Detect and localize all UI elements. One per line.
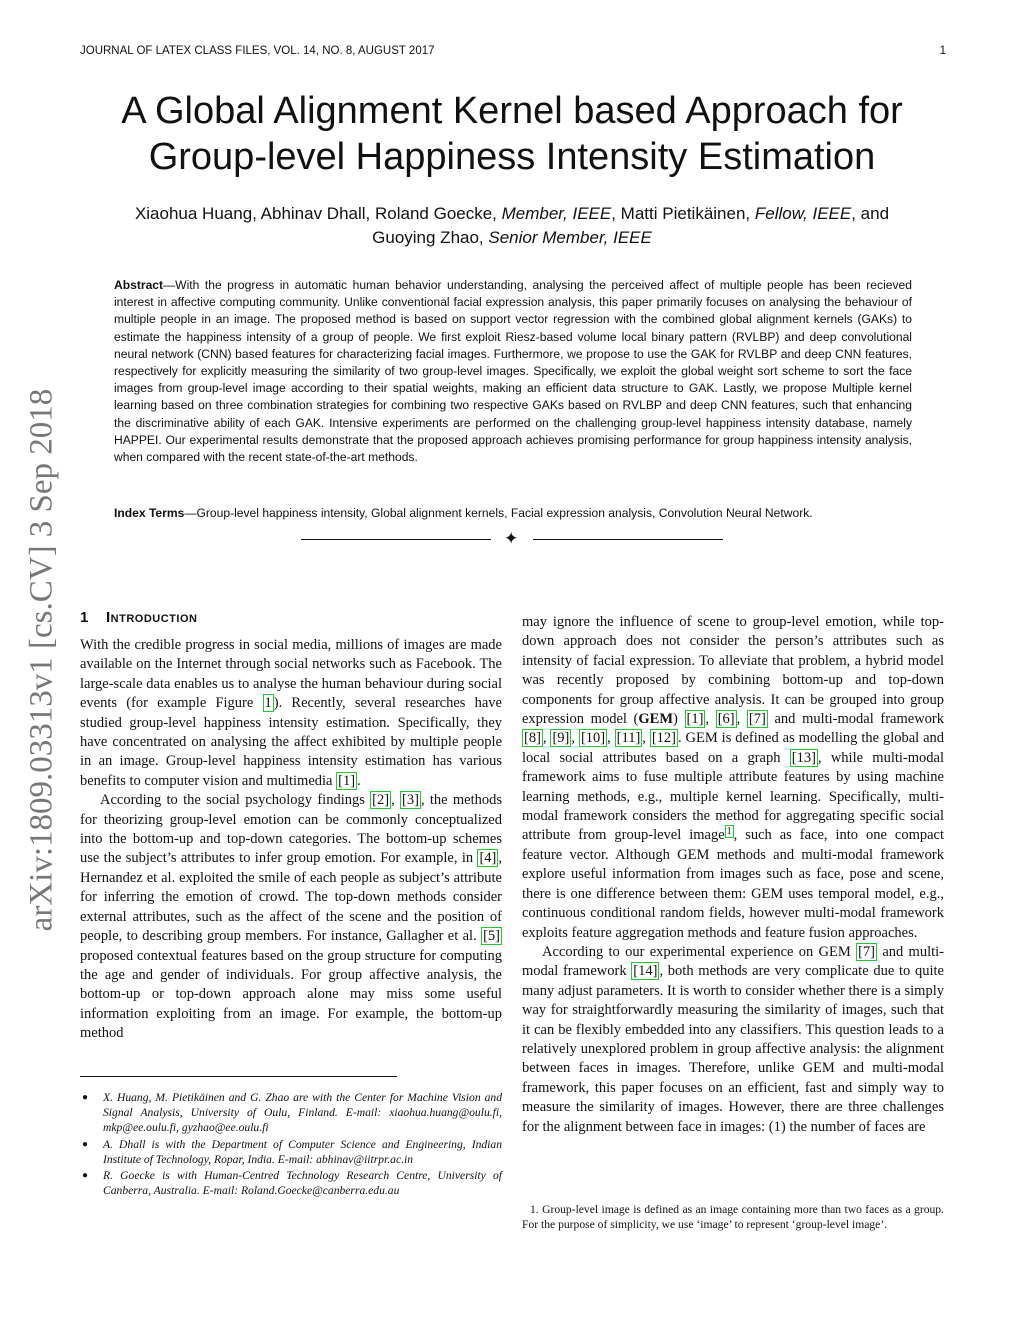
intro-paragraph-1: With the credible progress in social media, millions of images are made available on the Internet through social networks such as Facebook. The large-scale data enables us to analyse the human behaviour during social events (for example Figure 1 ). Recently, several researches have studied group-level happiness intensity estimation. Specifically, they have concentrated on analysing the affect exhibited by multiple people in an image. Group-level happiness intensity estimation has various benefits to computer vision and multimedia [1] .: [80, 637, 502, 789]
intro-paragraph-4: According to our experimental experience on GEM [7] and multi-modal framework [14] , both methods are very complicate due to quite many adjust parameters. It is worth to consider whether there is a simply way for straightforwardly measuring the similarity of images, such that it can be flexibly embedded into any classifiers. This question leads to a relatively unexplored problem in group affective analysis: the alignment between faces in images. Therefore, unlike GEM and multi-modal framework, this paper focuses on an efficient, fast and simply way to measure the similarity of images. However, there are three challenges for the alignment between face in images: (1) the number of faces are: [522, 943, 944, 1135]
divider-ornament-icon: ✦: [504, 529, 519, 548]
citation-link[interactable]: [7]: [858, 943, 876, 960]
citation-link[interactable]: [12]: [651, 730, 676, 747]
arxiv-identifier: arXiv:1809.03313v1 [cs.CV] 3 Sep 2018: [23, 388, 60, 932]
author-affiliations: [80, 1090, 502, 1199]
page-number: 1: [939, 45, 946, 57]
gem-term: GEM: [638, 711, 674, 728]
author-names-3: , and: [851, 204, 890, 223]
abstract: [114, 277, 912, 466]
bullet-icon: ●: [82, 1092, 89, 1103]
section-number: 1: [80, 609, 89, 626]
citation-link[interactable]: [13]: [791, 749, 816, 766]
citation-link[interactable]: [9]: [552, 730, 570, 747]
author-line-2: [60, 226, 964, 250]
author-names-2: , Matti Pietikäinen,: [611, 204, 755, 223]
abstract-text: —With the progress in automatic human behavior understanding, analysing the perceived affect of multiple people has been recieved interest in affective computing community. Unlike conventional facial expression analysis, this paper primarily focuses on analysing the behaviour of multiple people in an image. The proposed method is based on support vector regression with the combined global alignment kernels (GAKs) to estimate the happiness intensity of a group of people. We first exploit Riesz-based volume local binary pattern (RVLBP) and deep convolutional neural network (CNN) based features for characterizing facial images. Furthermore, we propose to use the GAK for RVLBP and deep CNN features, respectively for explicitly measuring the similarity of two group-level images. Specifically, we exploit the global weight sort scheme to sort the face images from group-level image according to their spatial weights, making an efficient data structure to GAK. Lastly, we propose Multiple kernel learning based on three combination strategies for combining two respective GAKs based on RVLBP and deep CNN features, such that enhancing the discriminative ability of each GAK. Intensive experiments are performed on the challenging group-level happiness intensity database, namely HAPPEI. Our experimental results demonstrate that the proposed approach achieves promising performance for group happiness intensity analysis, when compared with the recent state-of-the-art methods.: [114, 278, 912, 465]
running-header: [80, 45, 946, 61]
affiliation-item: ● X. Huang, M. Pietikäinen and G. Zhao are with the Center for Machine Vision and Signal Analysis, University of Oulu, Finland. E-mail: xiaohua.huang@oulu.fi, mkp@ee.oulu.fi, gyzhao@ee.oulu.fi: [82, 1091, 502, 1135]
author-role-3: Senior Member, IEEE: [488, 228, 652, 247]
citation-link[interactable]: [11]: [616, 730, 641, 747]
footnote-rule: [80, 1076, 397, 1077]
index-terms-label: Index Terms: [114, 506, 185, 520]
citation-link[interactable]: [3]: [402, 792, 419, 809]
intro-paragraph-3: may ignore the influence of scene to group-level emotion, while top-down approach does not consider the person’s attributes such as intensity of facial expression. To alleviate that problem, a hybrid model was recently proposed by combining bottom-up and top-down components for group affective analysis. It can be grouped into group expression model (GEM) [1] , [6] , [7] and multi-modal framework [8] , [9] , [10] , [11] , [12] . GEM is defined as modelling the global and local social attributes based on a graph [13] , while multi-modal framework aims to fuse multiple attribute features by using machine learning methods, e.g., multiple kernel learning. Specifically, multi-modal framework considers the method for aggregating specific social attribute from group-level image $^1$ , such as face, into one compact feature vector. Although GEM methods and multi-modal framework explore useful information from images such as face, pose and scene, there is one difference between them: GEM uses temporal model, e.g., continuous conditional random fields, however multi-modal framework exploits feature aggregation methods and feature fusion approaches.: [522, 614, 945, 941]
citation-link[interactable]: [1]: [338, 772, 356, 789]
citation-link[interactable]: [6]: [717, 711, 735, 728]
footnote-marker-link[interactable]: 1: [726, 825, 732, 837]
figure-reference-link[interactable]: 1: [264, 695, 272, 712]
section-heading: [80, 608, 502, 628]
author-role-1: Member, IEEE: [501, 204, 612, 223]
left-column: [80, 608, 502, 1044]
affiliation-item: ● R. Goecke is with Human-Centred Technology Research Centre, University of Canberra, Australia. E-mail: Roland.Goecke@canberra.edu.au: [82, 1169, 502, 1198]
arxiv-stamp: [22, 360, 62, 960]
right-column: [522, 613, 944, 1137]
citation-link[interactable]: [14]: [633, 963, 658, 980]
footnote-1: 1. Group-level image is defined as an image containing more than two faces as a group. For the purpose of simplicity, we use ‘image’ to represent ‘group-level image’.: [522, 1203, 944, 1232]
section-title: Introduction: [106, 609, 198, 626]
index-terms-text: —Group-level happiness intensity, Global alignment kernels, Facial expression analysis, Convolution Neural Network.: [184, 506, 813, 520]
paper-title: [60, 88, 964, 180]
title-line-2: Group-level Happiness Intensity Estimation: [148, 136, 876, 178]
section-divider: [301, 531, 723, 549]
divider-line-left: [301, 539, 491, 540]
title-line-1: A Global Alignment Kernel based Approach for: [121, 90, 903, 132]
index-terms: [114, 505, 912, 522]
citation-link[interactable]: [4]: [479, 850, 497, 867]
intro-paragraph-2: According to the social psychology findings [2] , [3] , the methods for theorizing group-level emotion can be commonly conceptualized into the bottom-up and top-down categories. The bottom-up schemes use the subject’s attributes to infer group emotion. For example, in [4] , Hernandez et al. exploited the smile of each people as subject’s attribute for inferring the emotion of crowd. The top-down methods consider external attributes, such as the affect of the scene and the position of people, to describing group members. For instance, Gallagher et al. [5] proposed contextual features based on the group structure for computing the age and gender of individuals. For group affective analysis, the bottom-up or top-down approach alone may miss some useful information exploiting from an image. For example, the bottom-up method: [80, 792, 502, 1042]
citation-link[interactable]: [10]: [580, 730, 606, 747]
bullet-icon: ●: [82, 1170, 89, 1182]
abstract-label: Abstract: [114, 278, 164, 292]
citation-link[interactable]: [2]: [372, 792, 390, 809]
author-line-1: [60, 202, 964, 226]
citation-link[interactable]: [7]: [748, 711, 766, 728]
author-list: [60, 202, 964, 250]
author-role-2: Fellow, IEEE: [754, 204, 852, 223]
journal-name: JOURNAL OF LATEX CLASS FILES, VOL. 14, NO. 8, AUGUST 2017: [80, 45, 435, 57]
affiliation-item: ● A. Dhall is with the Department of Computer Science and Engineering, Indian Institute of Technology, Ropar, India. E-mail: abhinav@iitrpr.ac.in: [82, 1137, 502, 1166]
bullet-icon: ●: [82, 1138, 89, 1150]
citation-link[interactable]: [5]: [483, 928, 500, 945]
author-names-4: Guoying Zhao,: [372, 228, 489, 247]
citation-link[interactable]: [8]: [524, 730, 541, 747]
divider-line-right: [533, 539, 723, 540]
citation-link[interactable]: [1]: [686, 711, 704, 728]
author-names-1: Xiaohua Huang, Abhinav Dhall, Roland Goecke,: [134, 204, 502, 223]
